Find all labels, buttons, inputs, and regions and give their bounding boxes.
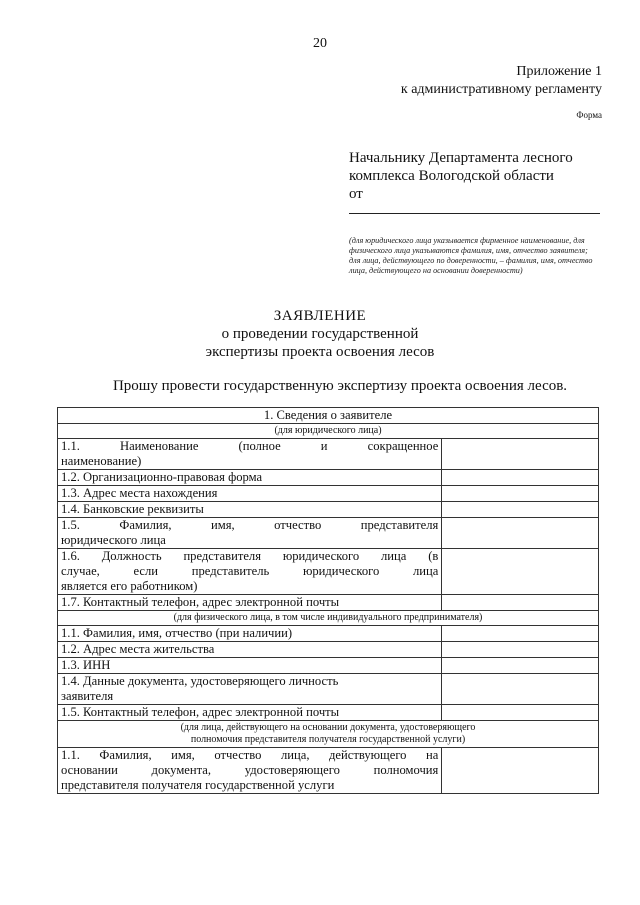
value-cell[interactable]	[442, 748, 599, 794]
table-row	[58, 674, 599, 705]
value-cell[interactable]	[442, 705, 599, 721]
row-label: 1.2. Адрес места жительства	[58, 642, 442, 658]
document-title: ЗАЯВЛЕНИЕ	[273, 308, 367, 324]
document-subtitle: экспертизы проекта освоения лесов	[205, 344, 435, 360]
table-row	[58, 721, 599, 748]
value-cell[interactable]	[442, 439, 599, 470]
table-row	[58, 611, 599, 626]
row-label	[58, 518, 442, 549]
value-cell[interactable]	[442, 595, 599, 611]
table-row	[58, 626, 599, 642]
row-label: 1.2. Организационно-правовая форма	[58, 470, 442, 486]
document-subtitle: о проведении государственной	[221, 326, 419, 342]
row-label-line: 1.1. Наименование (полное и сокращенное	[61, 439, 439, 453]
page-number: 20	[313, 36, 327, 51]
form-label: Форма	[576, 110, 602, 120]
table-row	[58, 408, 599, 424]
row-label: 1.7. Контактный телефон, адрес электронной почты	[58, 595, 442, 611]
value-cell[interactable]	[442, 658, 599, 674]
row-label-line: 1.4. Данные документа, удостоверяющего личность	[61, 674, 339, 688]
row-label-line: является его работником)	[61, 579, 198, 593]
representative-header	[58, 721, 599, 748]
row-label	[58, 748, 442, 794]
row-label-line: юридического лица	[61, 533, 166, 547]
value-cell[interactable]	[442, 674, 599, 705]
value-cell[interactable]	[442, 470, 599, 486]
row-label	[58, 439, 442, 470]
table-row	[58, 518, 599, 549]
row-label-line: представителя получателя государственной услуги	[61, 778, 335, 792]
table-row	[58, 549, 599, 595]
value-cell[interactable]	[442, 486, 599, 502]
table-row	[58, 658, 599, 674]
table-row	[58, 502, 599, 518]
row-label-line: 1.1. Фамилия, имя, отчество лица, действующего на	[61, 748, 439, 762]
table-row	[58, 470, 599, 486]
row-label-line: 1.6. Должность представителя юридического лица (в	[61, 549, 439, 563]
addressee-line: Начальнику Департамента лесного	[349, 150, 573, 166]
row-label: 1.1. Фамилия, имя, отчество (при наличии)	[58, 626, 442, 642]
row-label: 1.5. Контактный телефон, адрес электронной почты	[58, 705, 442, 721]
table-row	[58, 705, 599, 721]
table-row	[58, 424, 599, 439]
table-row	[58, 439, 599, 470]
addressee-from: от	[349, 186, 363, 202]
appendix-title: Приложение 1	[516, 64, 602, 79]
table-row	[58, 486, 599, 502]
row-label: 1.3. Адрес места нахождения	[58, 486, 442, 502]
row-label: 1.3. ИНН	[58, 658, 442, 674]
individual-header: (для физического лица, в том числе индивидуального предпринимателя)	[58, 611, 599, 626]
value-cell[interactable]	[442, 626, 599, 642]
row-label	[58, 674, 442, 705]
table-row	[58, 748, 599, 794]
value-cell[interactable]	[442, 502, 599, 518]
addressee-line: комплекса Вологодской области	[349, 168, 554, 184]
row-label-line: случае, если представитель юридического лица	[61, 564, 439, 578]
table-row	[58, 595, 599, 611]
row-label-line: наименование)	[61, 454, 142, 468]
row-label	[58, 549, 442, 595]
applicant-name-line[interactable]	[349, 213, 600, 214]
request-text: Прошу провести государственную экспертизу проекта освоения лесов.	[112, 378, 568, 394]
row-label: 1.4. Банковские реквизиты	[58, 502, 442, 518]
row-label-line: заявителя	[61, 689, 114, 703]
row-label-line: основании документа, удостоверяющего полномочия	[61, 763, 439, 777]
value-cell[interactable]	[442, 642, 599, 658]
value-cell[interactable]	[442, 518, 599, 549]
section-title: 1. Сведения о заявителе	[58, 408, 599, 424]
addressee-note: (для юридического лица указывается фирменное наименование, для физического лица указываются фамилия, имя, отчество заявителя; для лица, действующего по доверенности, – фамилия, имя, отчество лица, действующего на основании доверенности)	[349, 236, 593, 275]
representative-header-line: полномочия представителя получателя государственной услуги)	[190, 734, 466, 745]
table-row	[58, 642, 599, 658]
legal-entity-header: (для юридического лица)	[58, 424, 599, 439]
addressee-block	[349, 149, 609, 203]
representative-header-line: (для лица, действующего на основании документа, удостоверяющего	[180, 722, 476, 733]
application-table	[57, 407, 599, 794]
appendix-subtitle: к административному регламенту	[400, 82, 602, 97]
row-label-line: 1.5. Фамилия, имя, отчество представителя	[61, 518, 439, 532]
value-cell[interactable]	[442, 549, 599, 595]
